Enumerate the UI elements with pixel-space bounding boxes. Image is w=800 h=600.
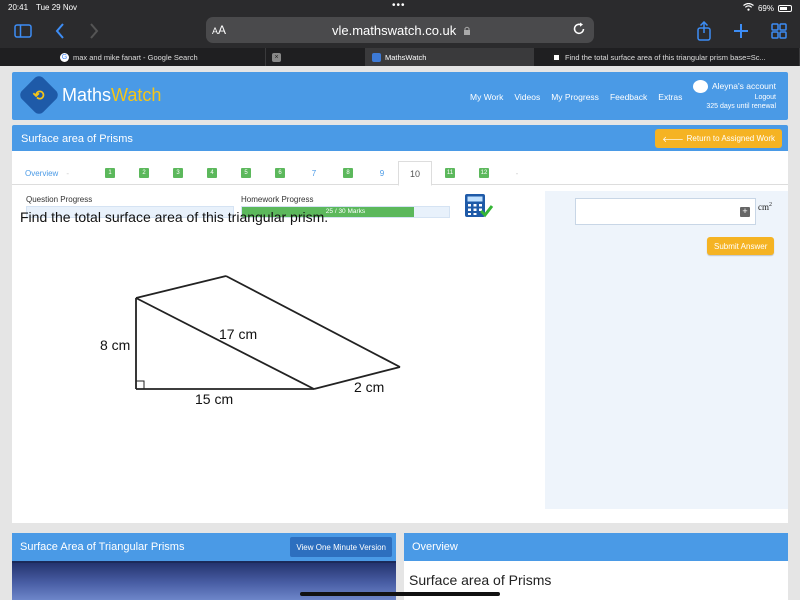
right-angle-mark bbox=[136, 381, 144, 389]
main-nav bbox=[470, 92, 682, 102]
section-title: Surface area of Prisms bbox=[21, 133, 133, 145]
nav-videos[interactable]: Videos bbox=[514, 92, 541, 102]
logo-text: MathsWatch bbox=[62, 84, 162, 105]
qtab-5[interactable]: 5 bbox=[238, 161, 254, 185]
prism-top-back-edge bbox=[136, 276, 226, 298]
home-indicator[interactable] bbox=[300, 592, 500, 596]
qtab-8[interactable]: 8 bbox=[340, 161, 356, 185]
qtab-9[interactable]: 9 bbox=[379, 168, 385, 178]
tab-label: Find the total surface area of this triangular prism base=Sc... bbox=[565, 52, 766, 62]
tab-overview[interactable]: Overview - bbox=[24, 168, 69, 178]
chat-bubble-icon[interactable] bbox=[693, 80, 708, 93]
label-hypotenuse: 17 cm bbox=[219, 326, 258, 342]
answer-area bbox=[545, 191, 788, 509]
homework-progress-text: 25 / 30 Marks bbox=[325, 208, 366, 215]
multitask-dots[interactable]: ••• bbox=[392, 0, 406, 11]
account-name[interactable]: Aleyna's account bbox=[712, 81, 776, 91]
mathswatch-logo[interactable] bbox=[24, 80, 161, 110]
submit-answer-button[interactable]: Submit Answer bbox=[707, 237, 774, 255]
triangular-prism-diagram bbox=[0, 216, 520, 416]
overview-panel bbox=[404, 533, 788, 600]
lock-icon bbox=[463, 26, 471, 35]
mathswatch-favicon bbox=[372, 53, 381, 62]
tab-google[interactable] bbox=[0, 48, 266, 66]
reader-aa-button[interactable]: AA bbox=[212, 23, 227, 37]
video-panel bbox=[12, 533, 396, 600]
tab-overview-icon[interactable] bbox=[768, 14, 790, 48]
one-minute-version-button[interactable]: View One Minute Version bbox=[290, 537, 392, 557]
browser-tabs bbox=[0, 48, 800, 66]
status-bar bbox=[0, 0, 800, 14]
label-depth: 2 cm bbox=[354, 379, 385, 395]
tab-search[interactable] bbox=[534, 48, 800, 66]
site-header bbox=[12, 72, 788, 120]
logo-mark-icon: ⟲ bbox=[18, 74, 60, 116]
qtab-12[interactable]: 12 bbox=[480, 170, 488, 176]
logout-link[interactable]: Logout bbox=[754, 94, 776, 101]
forward-icon[interactable] bbox=[86, 14, 102, 48]
page bbox=[0, 66, 800, 600]
qtab-10[interactable]: 10 bbox=[398, 161, 432, 186]
label-base: 15 cm bbox=[195, 391, 234, 407]
nav-extras[interactable]: Extras bbox=[658, 92, 683, 102]
overview-heading: Surface area of Prisms bbox=[409, 572, 552, 588]
page-favicon bbox=[552, 53, 561, 62]
video-title: Surface Area of Triangular Prisms bbox=[20, 541, 185, 553]
account-area bbox=[693, 80, 776, 111]
close-icon[interactable]: × bbox=[272, 53, 281, 62]
qtab-6[interactable]: 6 bbox=[272, 161, 288, 185]
battery-percent: 69% bbox=[757, 3, 774, 13]
qtab-11[interactable]: 11 bbox=[446, 170, 454, 176]
google-icon: G bbox=[61, 53, 68, 61]
share-icon[interactable] bbox=[694, 14, 714, 48]
tab-mathswatch[interactable] bbox=[366, 48, 534, 66]
sidebar-icon[interactable] bbox=[12, 14, 34, 48]
address-bar[interactable] bbox=[206, 17, 594, 43]
qtab-1[interactable]: 1 bbox=[102, 161, 118, 185]
arrow-left-icon: 🡐 bbox=[662, 134, 684, 144]
back-icon[interactable] bbox=[52, 14, 68, 48]
plus-icon[interactable]: + bbox=[740, 207, 750, 217]
video-header bbox=[12, 533, 396, 561]
new-tab-icon[interactable] bbox=[730, 14, 752, 48]
nav-my-progress[interactable]: My Progress bbox=[551, 92, 599, 102]
question-tabs bbox=[12, 161, 788, 185]
tabs-end-dash: - bbox=[515, 168, 519, 178]
prism-hypotenuse-edge bbox=[136, 298, 314, 389]
wifi-icon bbox=[743, 3, 754, 13]
nav-feedback[interactable]: Feedback bbox=[609, 92, 648, 102]
qtab-4[interactable]: 4 bbox=[204, 161, 220, 185]
tab-label: max and mike fanart - Google Search bbox=[73, 52, 198, 62]
status-time: 20:41 bbox=[8, 3, 29, 12]
section-header bbox=[12, 125, 788, 151]
prism-slant-back-edge bbox=[226, 276, 400, 367]
label-height: 8 cm bbox=[100, 337, 131, 353]
status-date: Tue 29 Nov bbox=[36, 3, 78, 12]
qtab-7[interactable]: 7 bbox=[311, 168, 317, 178]
renewal-text: 325 days until renewal bbox=[706, 103, 776, 110]
status-right bbox=[743, 3, 792, 13]
tab-label: MathsWatch bbox=[385, 52, 427, 62]
reload-icon[interactable] bbox=[572, 22, 586, 41]
question-text: Find the total surface area of this triangular prism. bbox=[20, 209, 329, 225]
answer-unit: $cm^2$ bbox=[758, 202, 772, 212]
homework-progress-label: Homework Progress bbox=[241, 195, 314, 204]
browser-toolbar bbox=[0, 14, 800, 48]
tab-close-area[interactable] bbox=[266, 48, 366, 66]
overview-title: Overview bbox=[412, 541, 458, 553]
qtab-3[interactable]: 3 bbox=[170, 161, 186, 185]
question-progress-label: Question Progress bbox=[26, 195, 93, 204]
return-button[interactable]: 🡐 Return to Assigned Work bbox=[655, 129, 782, 148]
overview-header bbox=[404, 533, 788, 561]
nav-my-work[interactable]: My Work bbox=[470, 92, 504, 102]
url-text: vle.mathswatch.co.uk bbox=[332, 23, 471, 38]
answer-input[interactable] bbox=[575, 198, 756, 225]
battery-icon bbox=[778, 5, 792, 12]
qtab-2[interactable]: 2 bbox=[136, 161, 152, 185]
